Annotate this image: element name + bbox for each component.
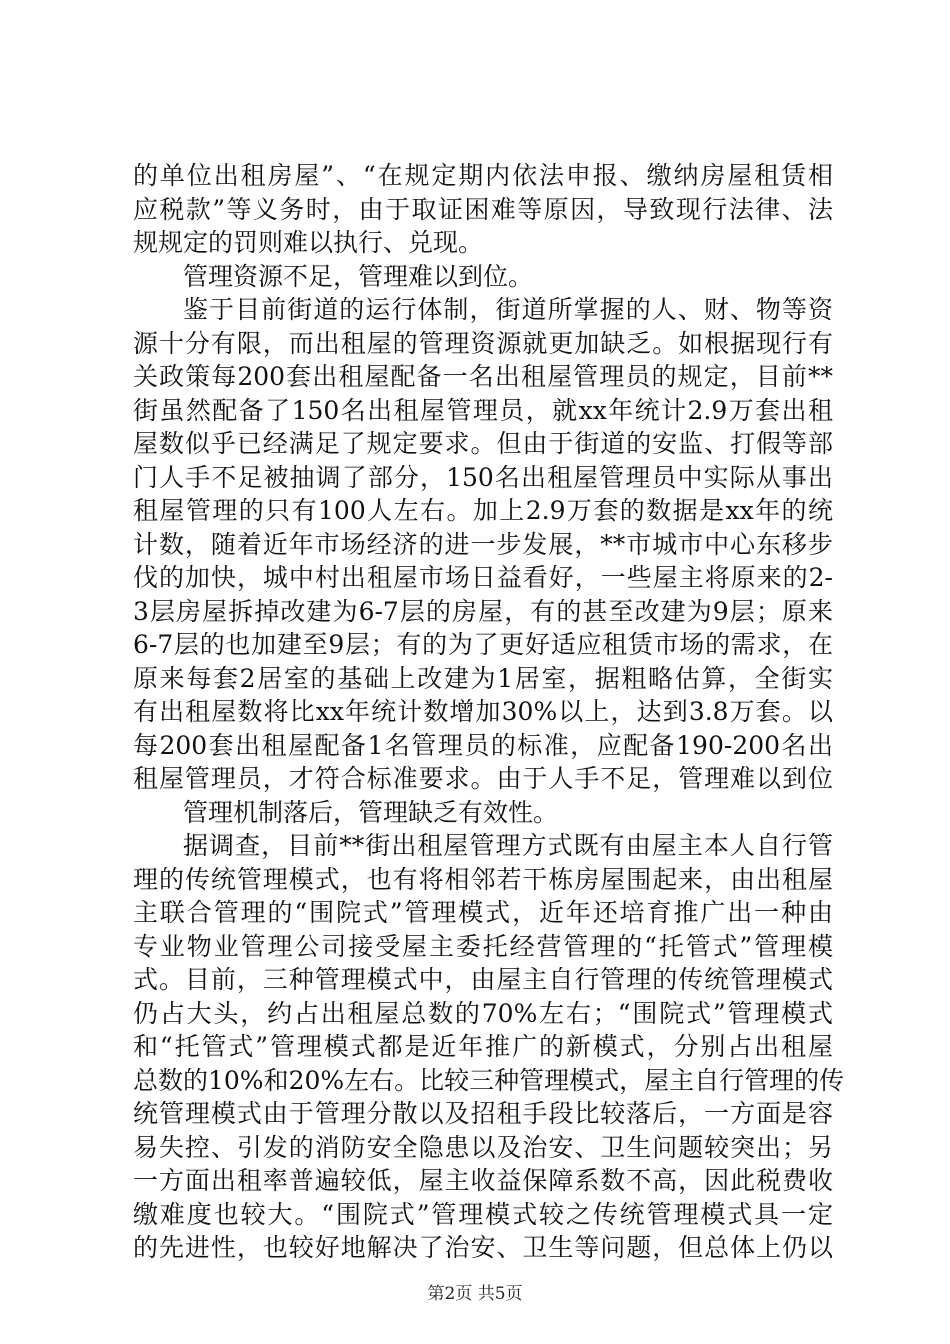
body-text-line: 一方面出租率普遍较低，屋主收益保障系数不高，因此税费收 xyxy=(133,1166,833,1195)
section-heading: 管理机制落后，管理缺乏有效性。 xyxy=(183,797,559,827)
body-text-line: 街虽然配备了150名出租屋管理员，就xx年统计2.9万套出租 xyxy=(133,395,833,425)
body-text-line: 统管理模式由于管理分散以及招租手段比较落后，一方面是容 xyxy=(133,1099,833,1128)
body-text-line: 规规定的罚则难以执行、兑现。 xyxy=(133,228,484,257)
body-text-line: 据调查，目前**街出租屋管理方式既有由屋主本人自行管 xyxy=(183,831,833,860)
body-text-line: 3层房屋拆掉改建为6-7层的房屋，有的甚至改建为9层；原来 xyxy=(133,596,833,626)
body-text-line: 每200套出租屋配备1名管理员的标准，应配备190-200名出 xyxy=(133,730,833,760)
body-text-line: 和“托管式”管理模式都是近年推广的新模式，分别占出租屋 xyxy=(133,1032,833,1061)
body-text-line: 源十分有限，而出租屋的管理资源就更加缺乏。如根据现行有 xyxy=(133,328,833,358)
body-text-line: 伐的加快，城中村出租屋市场日益看好，一些屋主将原来的2- xyxy=(133,563,833,592)
body-text-line: 原来每套2居室的基础上改建为1居室，据粗略估算，全街实 xyxy=(133,663,833,693)
body-text-line: 总数的10%和20%左右。比较三种管理模式，屋主自行管理的传 xyxy=(133,1065,845,1095)
section-heading: 管理资源不足，管理难以到位。 xyxy=(183,261,534,291)
body-text-line: 缴难度也较大。“围院式”管理模式较之传统管理模式具一定 xyxy=(133,1199,833,1229)
body-text-line: 租屋管理员，才符合标准要求。由于人手不足，管理难以到位 xyxy=(133,764,833,793)
body-text-line: 鉴于目前街道的运行体制，街道所掌握的人、财、物等资 xyxy=(183,295,833,324)
body-text-line: 应税款”等义务时，由于取证困难等原因，导致现行法律、法 xyxy=(133,194,833,224)
body-text-line: 的单位出租房屋”、“在规定期内依法申报、缴纳房屋租赁相 xyxy=(133,161,833,190)
body-text-line: 仍占大头，约占出租屋总数的70%左右；“围院式”管理模式 xyxy=(133,998,833,1028)
body-text-line: 关政策每200套出租屋配备一名出租屋管理员的规定，目前** xyxy=(133,362,833,391)
body-text-line: 租屋管理的只有100人左右。加上2.9万套的数据是xx年的统 xyxy=(133,496,833,525)
body-text-line: 式。目前，三种管理模式中，由屋主自行管理的传统管理模式 xyxy=(133,965,833,994)
body-text-line: 理的传统管理模式，也有将相邻若干栋房屋围起来，由出租屋 xyxy=(133,864,833,894)
body-text-line: 门人手不足被抽调了部分，150名出租屋管理员中实际从事出 xyxy=(133,462,833,492)
body-text-line: 计数，随着近年市场经济的进一步发展，**市城市中心东移步 xyxy=(133,529,833,559)
page-number-footer: 第2页 共5页 xyxy=(427,1284,523,1304)
body-text-line: 6-7层的也加建至9层；有的为了更好适应租赁市场的需求，在 xyxy=(133,630,833,659)
body-text-line: 专业物业管理公司接受屋主委托经营管理的“托管式”管理模 xyxy=(133,931,833,961)
body-text-line: 屋数似乎已经满足了规定要求。但由于街道的安监、打假等部 xyxy=(133,429,833,458)
body-text-line: 有出租屋数将比xx年统计数增加30%以上，达到3.8万套。以 xyxy=(133,697,833,726)
body-text-line: 的先进性，也较好地解决了治安、卫生等问题，但总体上仍以 xyxy=(133,1233,833,1262)
body-text-line: 主联合管理的“围院式”管理模式，近年还培育推广出一种由 xyxy=(133,898,833,927)
body-text-line: 易失控、引发的消防安全隐患以及治安、卫生问题较突出；另 xyxy=(133,1132,833,1162)
